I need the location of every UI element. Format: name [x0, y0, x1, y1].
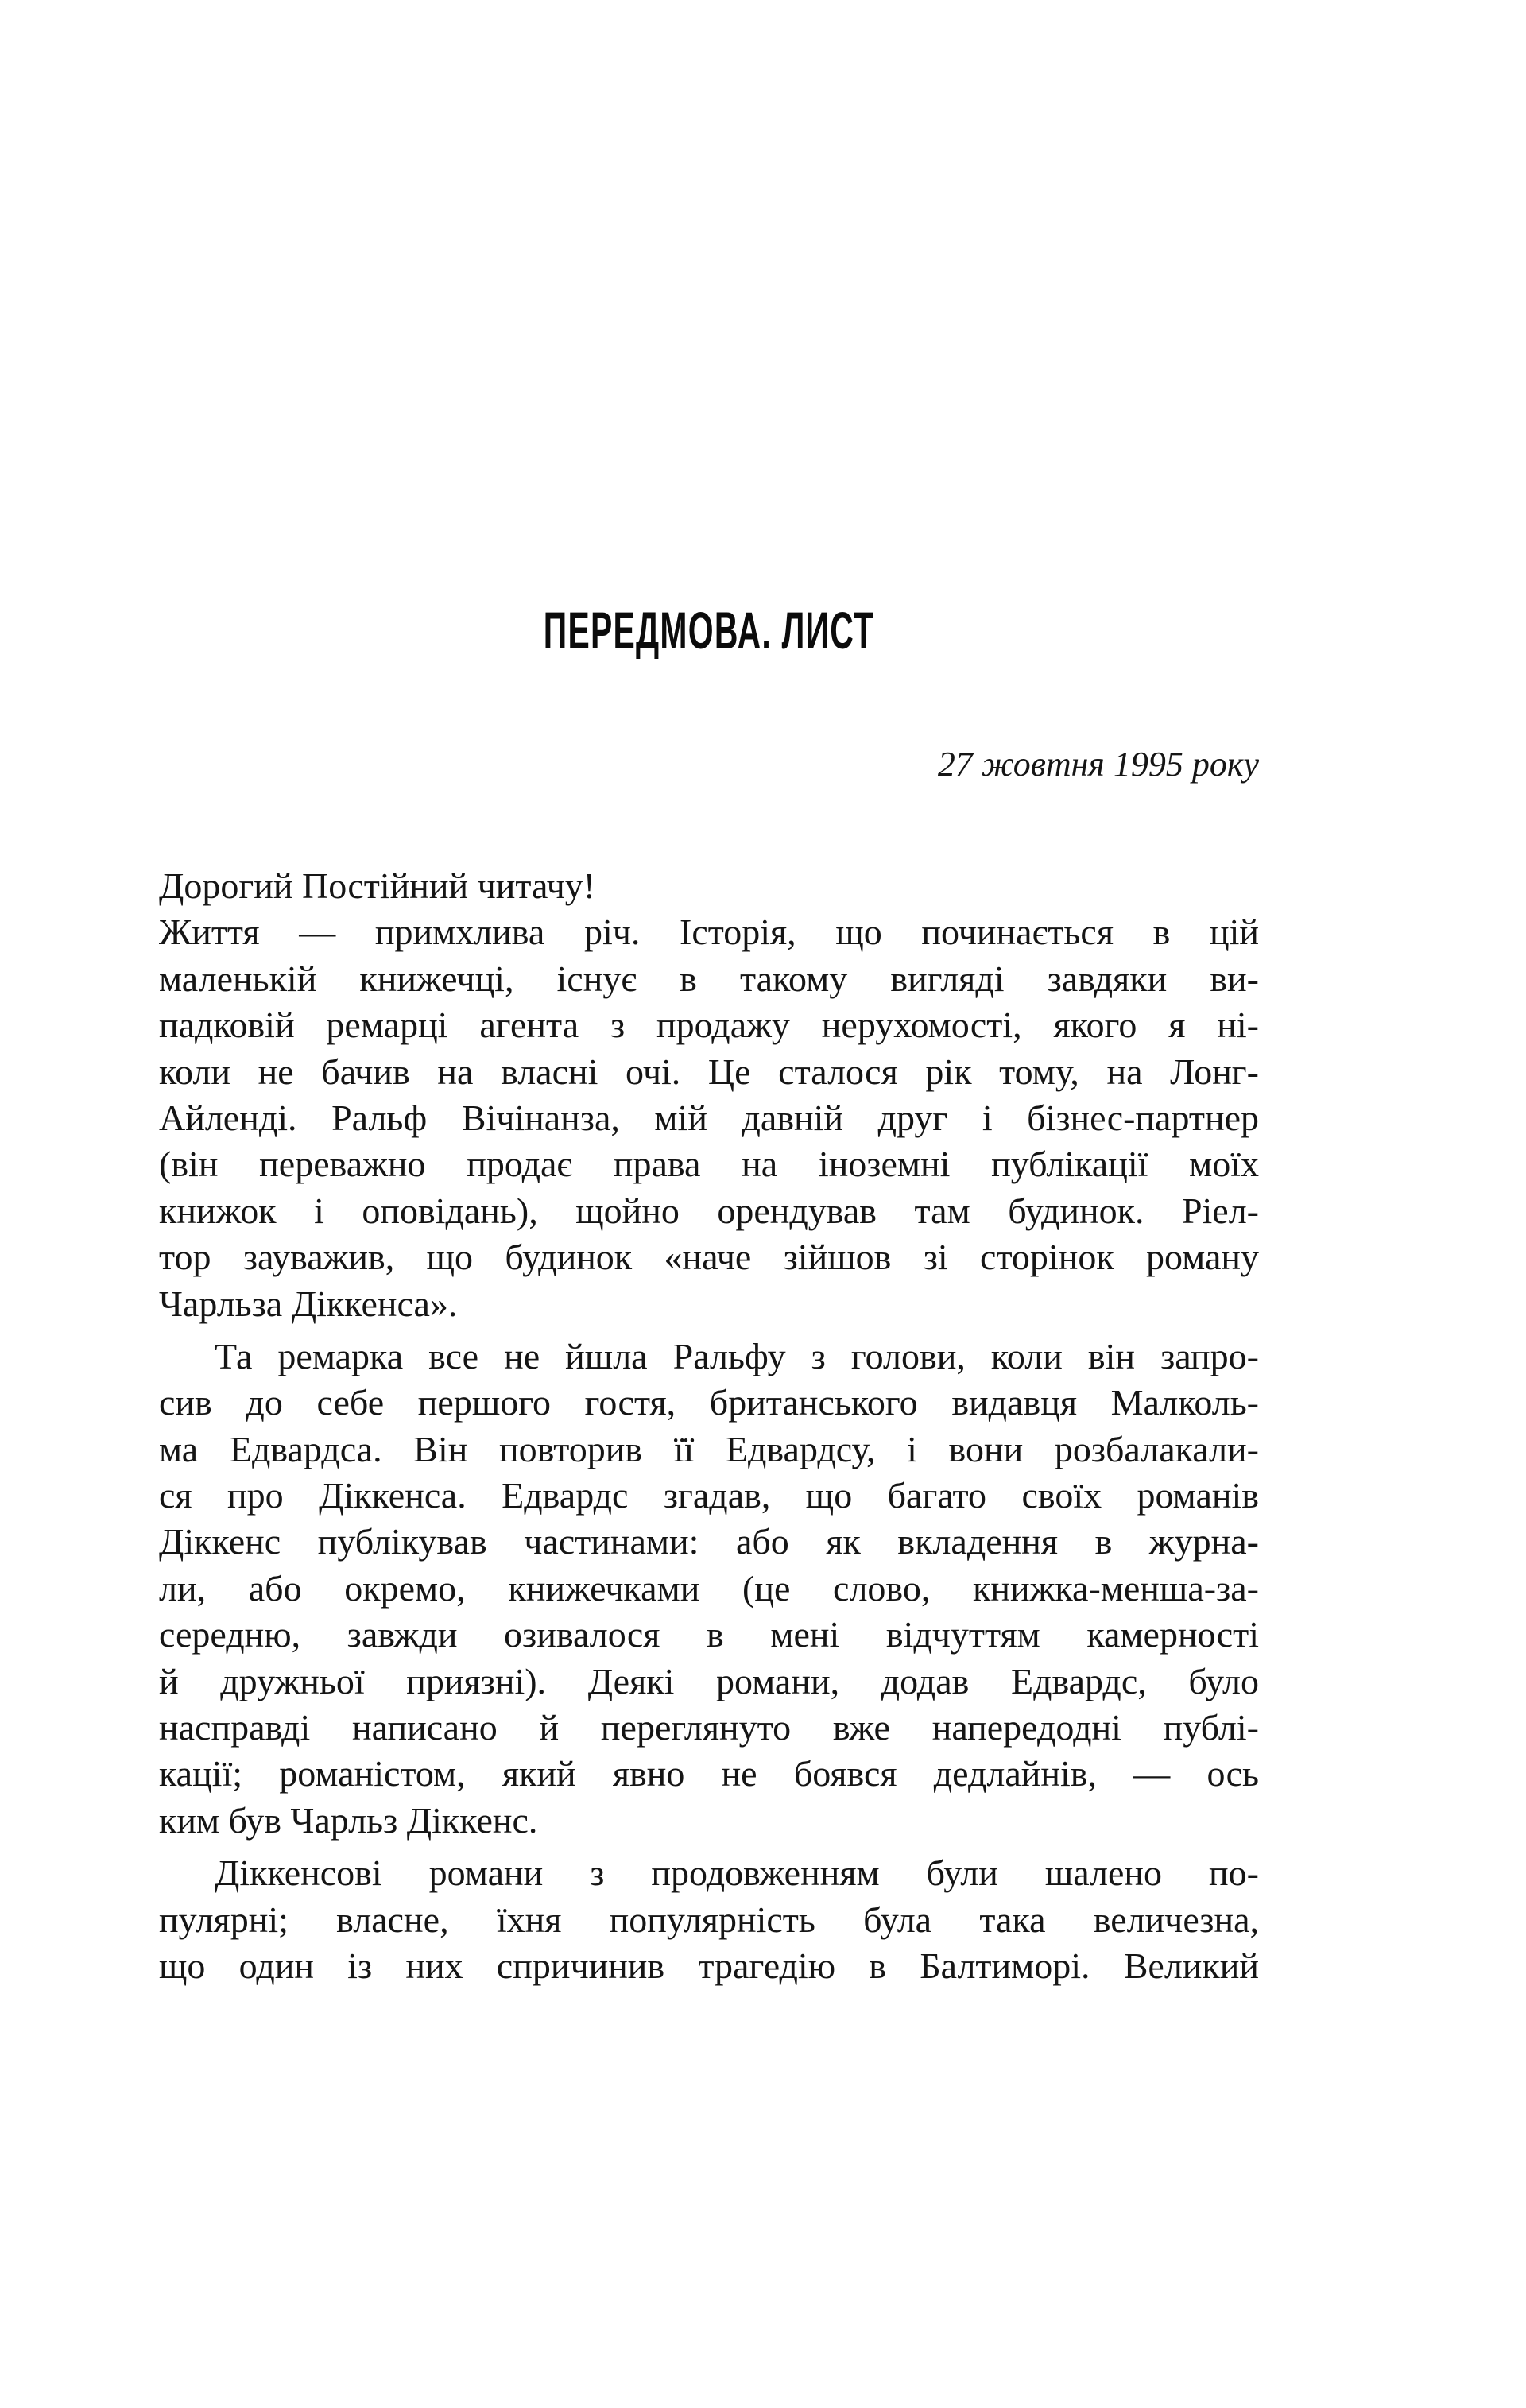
letter-date: 27 жовтня 1995 року — [937, 745, 1259, 784]
text-line: Чарльза Діккенса». — [159, 1283, 458, 1324]
paragraph — [159, 909, 1259, 1327]
text-line: пулярні; власне, їхня популярність була така величезна, — [159, 1899, 1259, 1940]
text-line: тор зауважив, що будинок «наче зійшов зі сторінок роману — [159, 1237, 1259, 1278]
text-line: ся про Діккенса. Едвардс згадав, що багато своїх романів — [159, 1475, 1259, 1516]
paragraph — [159, 1850, 1259, 1989]
text-line: Та ремарка все не йшла Ральфу з голови, коли він запро- — [215, 1335, 1259, 1376]
paragraph-spacing — [159, 1844, 1259, 1850]
text-line: маленькій книжечці, існує в такому вигляді завдяки ви- — [159, 958, 1259, 999]
chapter-title: ПЕРЕДМОВА. ЛИСТ — [543, 601, 875, 660]
text-line: ма Едвардса. Він повторив її Едвардсу, і вони розбалакали- — [159, 1428, 1259, 1469]
text-line: й дружньої приязні). Деякі романи, додав Едвардс, було — [159, 1660, 1259, 1701]
text-line: падковій ремарці агента з продажу нерухомості, якого я ні- — [159, 1005, 1259, 1046]
paragraph-spacing — [159, 1327, 1259, 1334]
text-line: що один із них спричинив трагедію в Балтиморі. Великий — [159, 1945, 1259, 1986]
book-page — [159, 0, 1259, 2408]
text-line: кації; романістом, який явно не боявся дедлайнів, — ось — [159, 1753, 1259, 1794]
text-line: Айленді. Ральф Вічінанза, мій давній друг і бізнес-партнер — [159, 1097, 1259, 1138]
body-text — [159, 863, 1259, 1989]
text-line: Діккенс публікував частинами: або як вкладення в журна- — [159, 1521, 1259, 1562]
text-line: Дорогий Постійний читачу! — [159, 865, 596, 906]
text-line: (він переважно продає права на іноземні публікації моїх — [159, 1144, 1259, 1185]
text-line: Життя — примхлива річ. Історія, що починається в цій — [159, 912, 1259, 953]
text-line: сив до себе першого гостя, британського видавця Малколь- — [159, 1382, 1259, 1423]
text-line: ким був Чарльз Діккенс. — [159, 1799, 538, 1841]
text-line: насправді написано й переглянуто вже напередодні публі- — [159, 1707, 1259, 1748]
text-line: коли не бачив на власні очі. Це сталося рік тому, на Лонг- — [159, 1051, 1259, 1092]
text-line: Діккенсові романи з продовженням були шалено по- — [215, 1852, 1259, 1894]
paragraph-salutation — [159, 863, 1259, 909]
text-line: ли, або окремо, книжечками (це слово, книжка-менша-за- — [159, 1567, 1259, 1609]
paragraph — [159, 1334, 1259, 1844]
text-line: середню, завжди озивалося в мені відчуттям камерності — [159, 1614, 1259, 1655]
text-line: книжок і оповідань), щойно орендував там будинок. Ріел- — [159, 1190, 1259, 1231]
